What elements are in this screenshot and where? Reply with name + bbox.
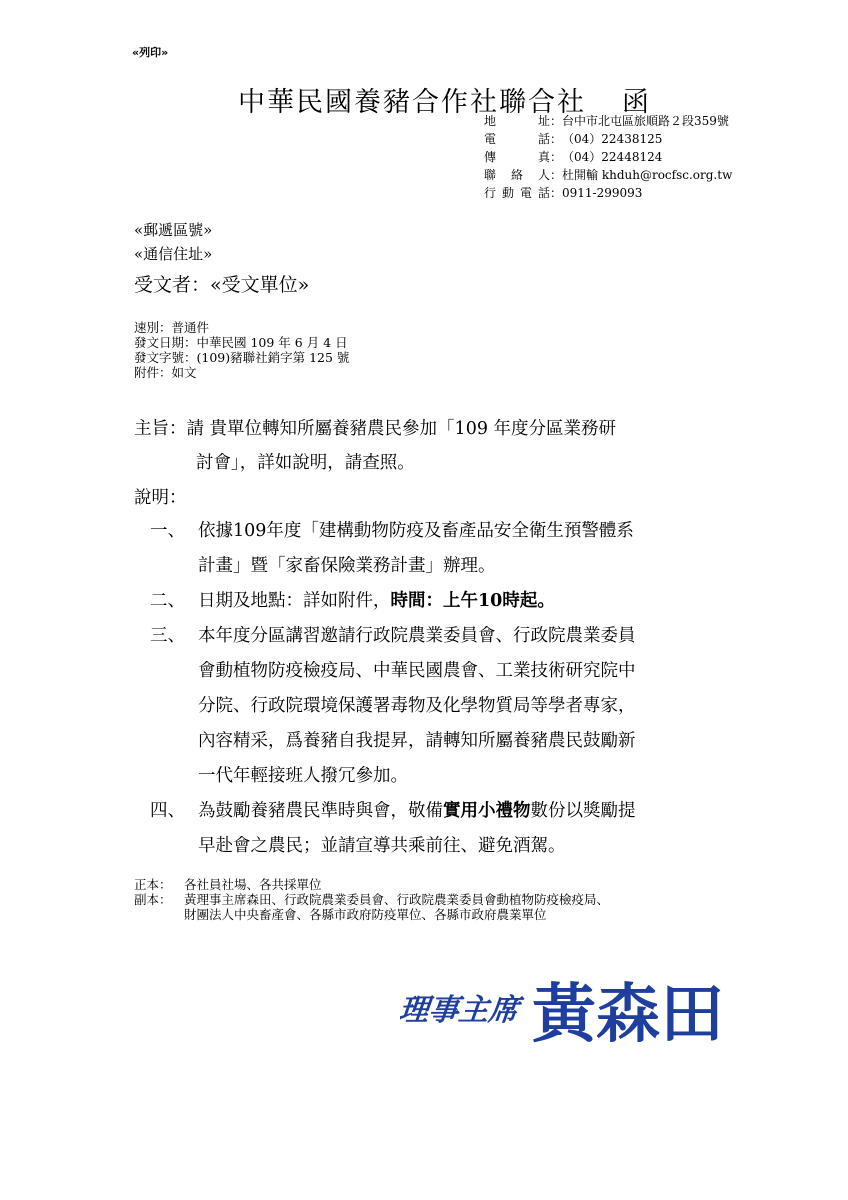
item-text: 內容精采，爲養豬自我提昇，請轉知所屬養豬農民鼓勵新: [198, 731, 636, 751]
contact-value: （04）22438125: [562, 132, 663, 146]
subject-line: 主旨：請 貴單位轉知所屬養豬農民參加「109 年度分區業務研: [134, 419, 617, 439]
meta-date: 發文日期：中華民國 109 年 6 月 4 日: [134, 335, 348, 350]
contact-value: 台中市北屯區旅順路２段359號: [562, 114, 729, 128]
main-recipients-label: 正本：: [134, 877, 172, 892]
item-text: 會動植物防疫檢疫局、中華民國農會、工業技術研究院中: [198, 661, 636, 681]
item-text: 計畫」暨「家畜保險業務計畫」辦理。: [198, 556, 496, 576]
explanation-item-2: [150, 584, 636, 619]
explanation-heading: 說明：: [134, 488, 187, 508]
item-text: 日期及地點：詳如附件，: [198, 591, 391, 611]
item-text: 為鼓勵養豬農民準時與會，敬備: [198, 801, 443, 821]
explanation-item-3: [150, 619, 636, 794]
distribution-block: [134, 877, 609, 922]
address-block: [134, 218, 212, 266]
item-text: 依據109年度「建構動物防疫及畜產品安全衛生預警體系: [198, 521, 634, 541]
copy-recipients-text: 財團法人中央畜產會、各縣市政府防疫單位、各縣市政府農業單位: [184, 907, 547, 922]
contact-address: 地 址 ： 台中市北屯區旅順路２段359號: [484, 114, 729, 128]
item-emphasis: 時間：上午10時起。: [390, 591, 555, 611]
meta-number: 發文字號：(109)豬聯社銷字第 125 號: [134, 350, 350, 365]
document-meta: [134, 320, 349, 380]
item-text: 本年度分區講習邀請行政院農業委員會、行政院農業委員: [198, 626, 636, 646]
contact-value: （04）22448124: [562, 150, 663, 164]
item-number: 三、: [150, 626, 185, 646]
item-text: 分院、行政院環境保護署毒物及化學物質局等學者專家，: [198, 696, 636, 716]
explanation-list: [150, 514, 636, 864]
copy-recipients-label: 副本：: [134, 892, 172, 907]
subject-line: 討會」，詳如說明，請查照。: [196, 453, 415, 473]
copy-recipients: [134, 892, 609, 907]
item-number: 二、: [150, 591, 185, 611]
item-emphasis: 實用小禮物: [443, 801, 531, 821]
item-text: 早赴會之農民；並請宣導共乘前往、避免酒駕。: [198, 836, 566, 856]
contact-label: 地 址: [484, 114, 550, 128]
document-type: 函: [622, 87, 651, 118]
recipient-line: 受文者：«受文單位»: [134, 274, 310, 296]
contact-label: 傳 真: [484, 150, 550, 164]
contact-label: 電 話: [484, 132, 550, 146]
contact-mobile: 行動電話 ： 0911-299093: [484, 186, 643, 200]
contact-value: 0911-299093: [562, 186, 643, 200]
signature-name: 黃森田: [532, 977, 724, 1052]
item-text: 一代年輕接班人撥冗參加。: [198, 766, 408, 786]
contact-label: 行動電話: [484, 186, 550, 200]
contact-person: 聯 絡 人 ： 杜開輸 khduh@rocfsc.org.tw: [484, 168, 733, 182]
signature-graphic: [400, 960, 740, 1060]
explanation-item-4: [150, 794, 636, 864]
item-text: 數份以獎勵提: [530, 801, 636, 821]
copy-recipients-text: 黃理事主席森田、行政院農業委員會、行政院農業委員會動植物防疫檢疫局、: [184, 892, 610, 907]
signature-title: 理事主席: [400, 993, 521, 1028]
subject-block: [134, 412, 616, 480]
meta-attachment: 附件：如文: [134, 365, 197, 380]
contact-label: 聯 絡 人: [484, 168, 550, 182]
meta-speed: 速別：普通件: [134, 320, 210, 335]
chairman-signature-stamp: [400, 960, 740, 1060]
contact-value: 杜開輸 khduh@rocfsc.org.tw: [562, 168, 733, 182]
contact-block: [484, 112, 732, 202]
postal-code-field: «郵遞區號»: [134, 221, 213, 239]
organization-name: 中華民國養豬合作社聯合社: [238, 87, 586, 118]
contact-fax: 傳 真 ： （04）22448124: [484, 150, 663, 164]
main-recipients: [134, 877, 609, 892]
contact-phone: 電 話 ： （04）22438125: [484, 132, 663, 146]
print-tag: «列印»: [132, 46, 169, 59]
main-recipients-text: 各社員社場、各共採單位: [184, 877, 322, 892]
explanation-item-1: [150, 514, 636, 584]
item-number: 四、: [150, 801, 185, 821]
item-number: 一、: [150, 521, 185, 541]
mailing-address-field: «通信住址»: [134, 245, 213, 263]
